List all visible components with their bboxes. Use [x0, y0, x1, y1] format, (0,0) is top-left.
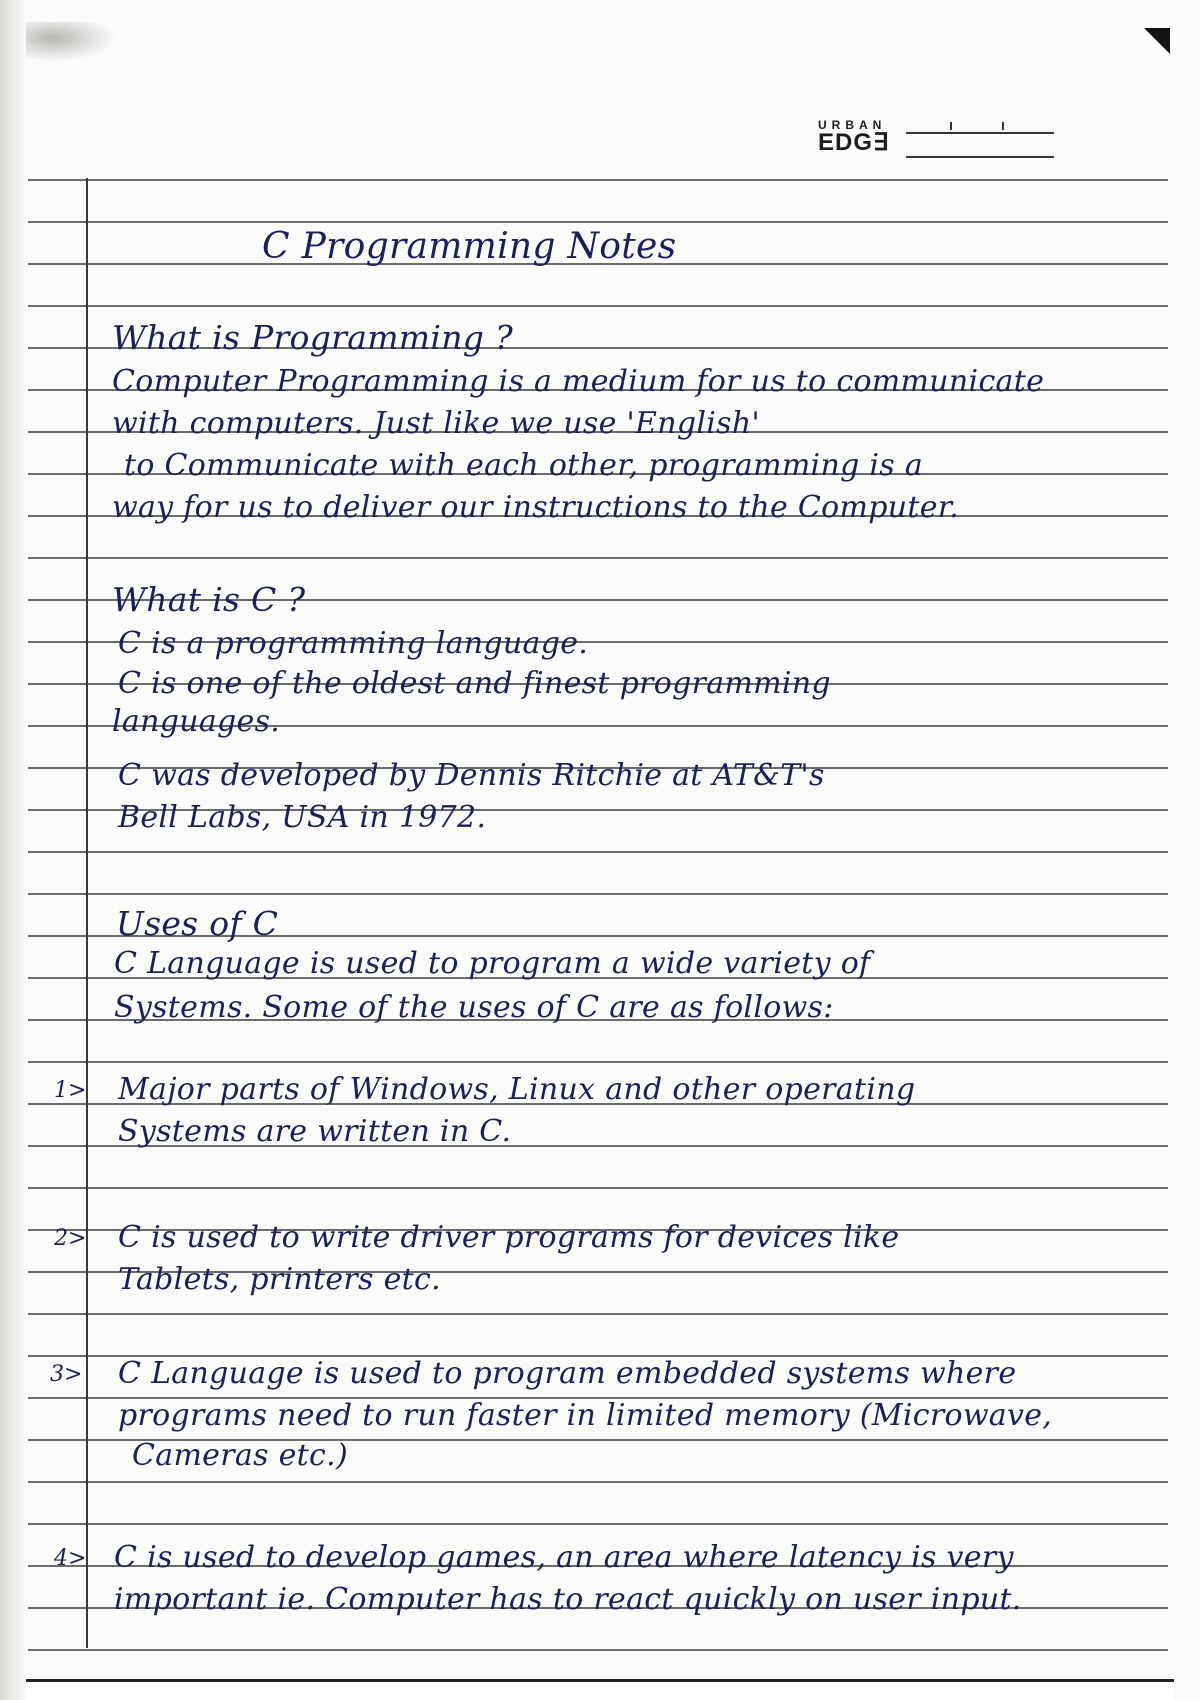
paragraph-line: with computers. Just like we use 'English' — [112, 406, 761, 441]
list-item-number: 1> — [54, 1078, 87, 1103]
list-item-line: Major parts of Windows, Linux and other operating — [118, 1072, 916, 1107]
paragraph-line: Systems. Some of the uses of C are as follows: — [114, 990, 834, 1025]
brand-logo — [818, 118, 889, 157]
page-title: C Programming Notes — [262, 226, 677, 267]
paragraph-line: C was developed by Dennis Ritchie at AT&T's — [118, 758, 825, 793]
paragraph-line: languages. — [112, 704, 281, 739]
list-item-line: Cameras etc.) — [132, 1438, 348, 1473]
list-item-line: important ie. Computer has to react quickly on user input. — [114, 1582, 1022, 1617]
paragraph-line: C is one of the oldest and finest programming — [118, 666, 831, 701]
list-item-number: 3> — [50, 1362, 83, 1387]
paragraph-line: C is a programming language. — [118, 626, 589, 661]
list-item-number: 4> — [54, 1546, 87, 1571]
brand-logo-top: URBAN — [818, 118, 887, 132]
paragraph-line: Bell Labs, USA in 1972. — [118, 800, 487, 835]
list-item-line: Tablets, printers etc. — [118, 1262, 441, 1297]
paragraph-line: way for us to deliver our instructions to the Computer. — [112, 490, 959, 525]
list-item-line: C Language is used to program embedded systems where — [118, 1356, 1017, 1391]
paragraph-line: Computer Programming is a medium for us to communicate — [112, 364, 1045, 399]
list-item-line: Systems are written in C. — [118, 1114, 512, 1149]
list-item-line: C is used to develop games, an area where latency is very — [114, 1540, 1014, 1575]
section-heading-what-is-c: What is C ? — [112, 580, 306, 619]
date-field — [906, 126, 1054, 158]
list-item-line: C is used to write driver programs for devices like — [118, 1220, 900, 1255]
margin-line — [86, 178, 88, 1648]
brand-logo-main: EDG∃ — [818, 129, 890, 156]
list-item-line: programs need to run faster in limited memory (Microwave, — [118, 1398, 1053, 1433]
paragraph-line: C Language is used to program a wide variety of — [114, 946, 871, 981]
page-bottom-edge — [26, 1679, 1174, 1700]
section-heading-what-is-programming: What is Programming ? — [112, 318, 513, 357]
paragraph-line: to Communicate with each other, programming is a — [124, 448, 924, 483]
section-heading-uses-of-c: Uses of C — [116, 904, 279, 943]
list-item-number: 2> — [54, 1226, 87, 1251]
